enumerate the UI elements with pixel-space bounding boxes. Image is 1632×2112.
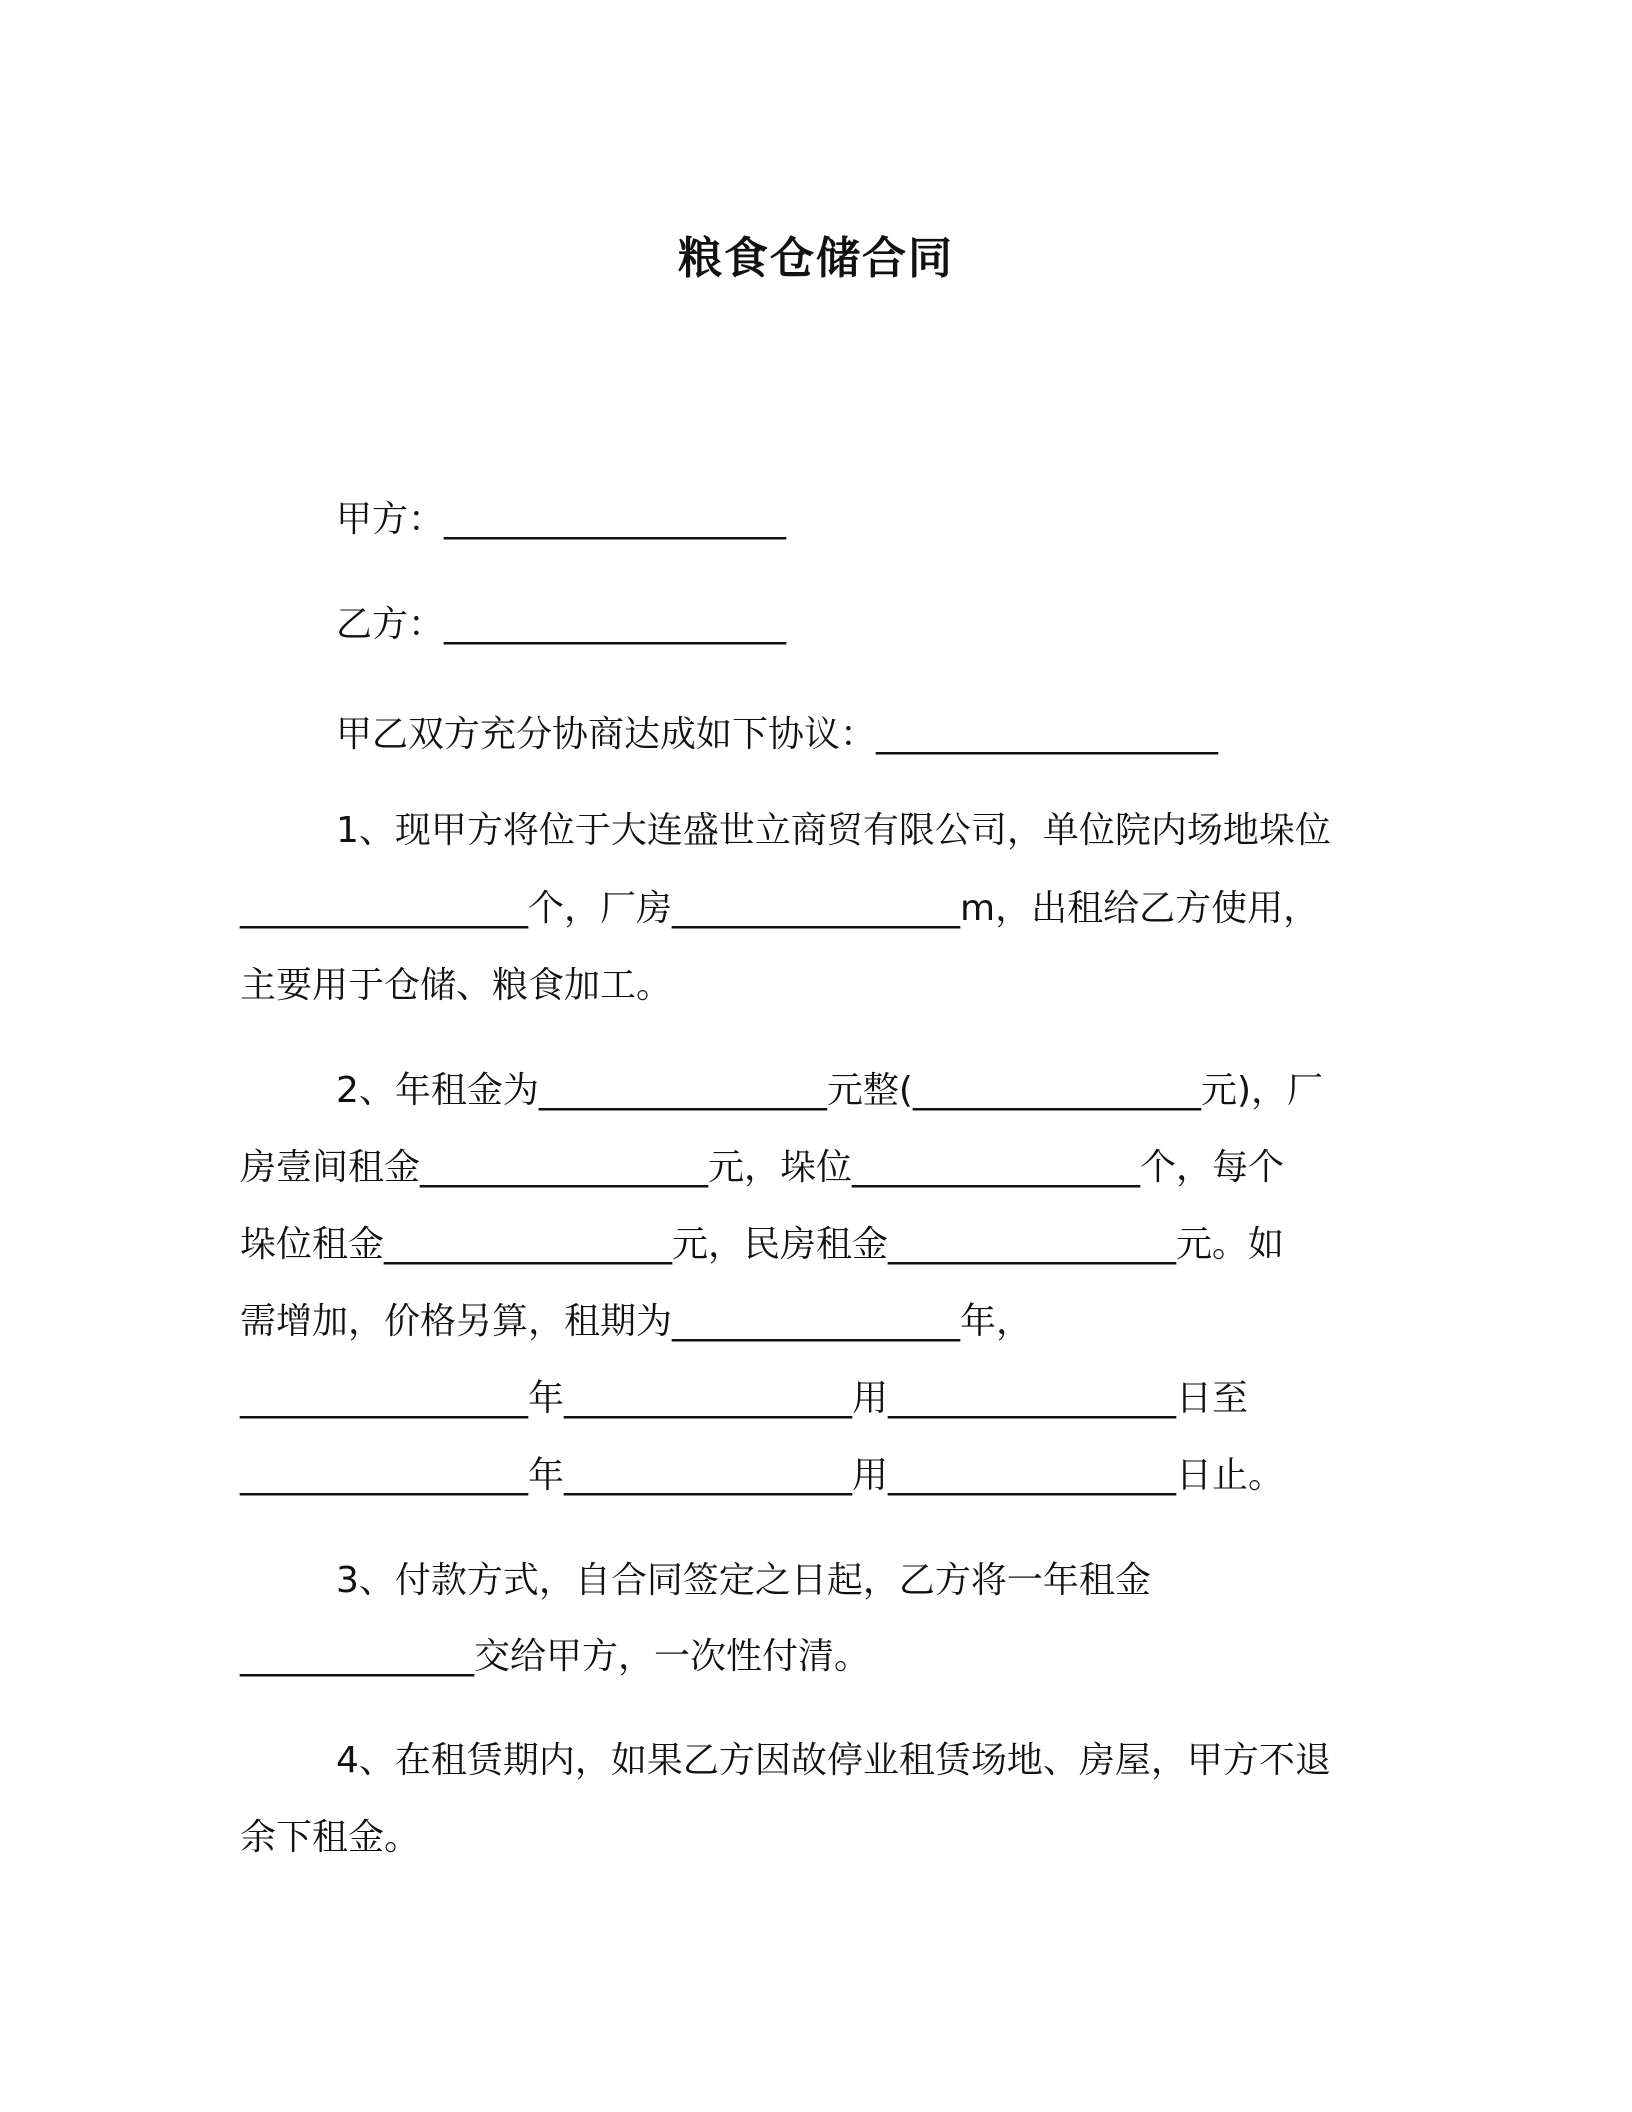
clause-2-line-3: 垛位租金________________元，民房租金________________元。如 <box>240 1224 1285 1265</box>
clause-2-line-2: 房壹间租金________________元，垛位________________个，每个 <box>240 1147 1285 1188</box>
clause-1-line-1: 1、现甲方将位于大连盛世立商贸有限公司，单位院内场地垛位 <box>336 810 1331 851</box>
clause-3-line-1: 3、付款方式，自合同签定之日起，乙方将一年租金 <box>336 1560 1151 1601</box>
clause-2-line-1: 2、年租金为________________元整(________________元)，厂 <box>336 1070 1323 1111</box>
clause-4-line-1: 4、在租赁期内，如果乙方因故停业租赁场地、房屋，甲方不退 <box>336 1740 1331 1781</box>
party-b-line: 乙方：___________________ <box>336 604 787 645</box>
party-a-line: 甲方：___________________ <box>336 499 787 540</box>
clause-2-line-6: ________________年________________用________________日止。 <box>240 1455 1284 1496</box>
clause-1-line-2: ________________个，厂房________________m，出租给乙方使用， <box>240 888 1320 929</box>
agreement-intro-line: 甲乙双方充分协商达成如下协议：___________________ <box>336 714 1219 755</box>
clause-1-line-3: 主要用于仓储、粮食加工。 <box>240 965 673 1006</box>
document-title: 粮食仓储合同 <box>678 233 954 284</box>
clause-4-line-2: 余下租金。 <box>240 1817 421 1858</box>
clause-2-line-4: 需增加，价格另算，租期为________________年， <box>240 1301 1033 1342</box>
clause-2-line-5: ________________年________________用________________日至 <box>240 1378 1248 1419</box>
clause-3-line-2: _____________交给甲方，一次性付清。 <box>240 1636 871 1677</box>
